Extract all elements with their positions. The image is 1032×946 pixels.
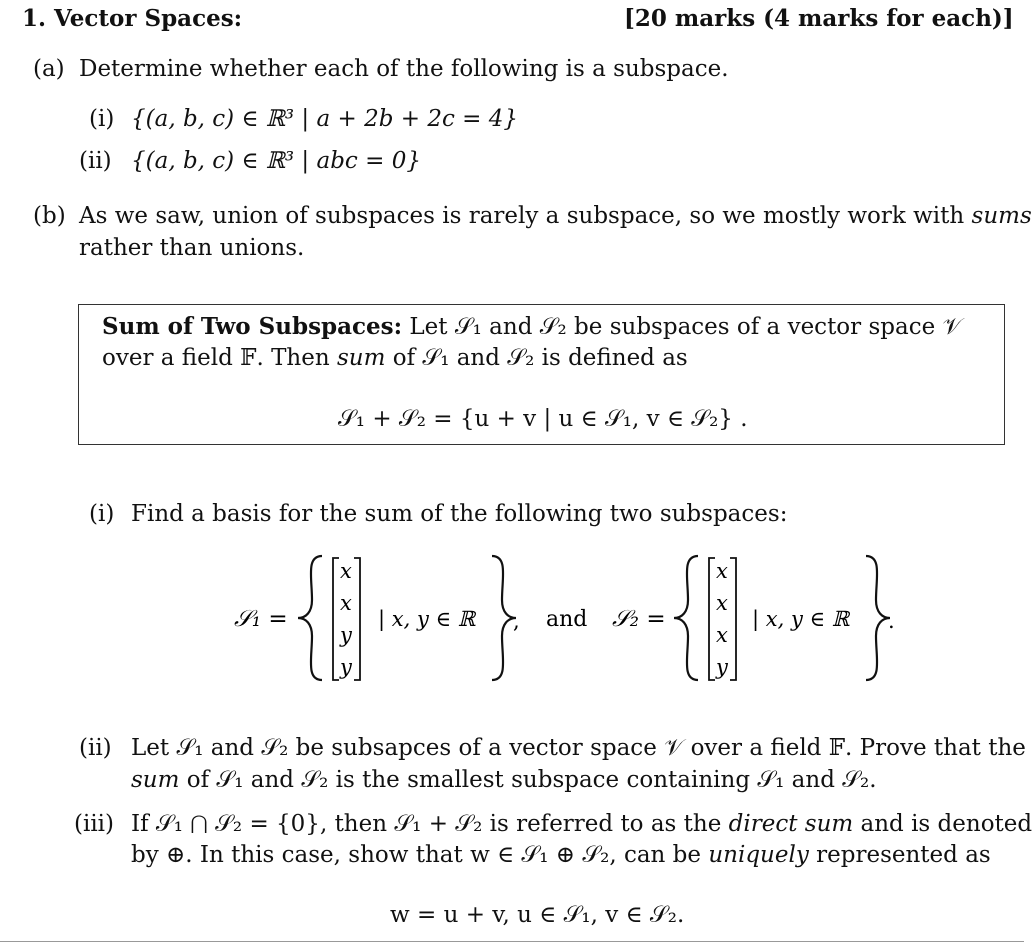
uniquely-word: uniquely [708, 842, 809, 868]
part-b-text-line2: rather than unions. [79, 235, 305, 261]
and-word: and [546, 607, 588, 632]
s1-vector-entry-4: y [340, 655, 352, 679]
subspace-equations [0, 548, 1024, 688]
s1-name: 𝒮₁ = [234, 606, 288, 632]
separator-comma: , [513, 609, 520, 633]
part-a-item-i-label: (i) [89, 106, 115, 132]
end-period: . [888, 609, 895, 633]
item-i-label: (i) [89, 501, 115, 527]
s2-vector-entry-3: x [716, 623, 728, 647]
item-ii-line2-rest: of 𝒮₁ and 𝒮₂ is the smallest subspace containing 𝒮₁ and 𝒮₂. [186, 767, 877, 793]
part-a-item-ii-set: {(a, b, c) ∈ ℝ³ | abc = 0} [131, 148, 421, 174]
s1-vector-right-bracket [354, 558, 360, 680]
item-iii-line1-a: If 𝒮₁ ⋂ 𝒮₂ = {0}, then 𝒮₁ + 𝒮₂ is referred to as the [131, 811, 722, 837]
definition-line1 [102, 312, 962, 342]
s2-right-brace [866, 556, 890, 680]
part-b-label: (b) [33, 203, 66, 229]
definition-title: Sum of Two Subspaces: [102, 313, 403, 340]
part-a-item-i-set: {(a, b, c) ∈ ℝ³ | a + 2b + 2c = 4} [131, 106, 519, 132]
item-iii-line2-b: represented as [816, 842, 991, 868]
part-a-label: (a) [33, 56, 65, 82]
part-b-text: As we saw, union of subspaces is rarely a subspace, so we mostly work with [79, 203, 965, 229]
representation-formula: w = u + v, u ∈ 𝒮₁, v ∈ 𝒮₂. [390, 902, 685, 928]
item-iii-line1 [131, 809, 1032, 839]
definition-formula: 𝒮₁ + 𝒮₂ = {u + v | u ∈ 𝒮₁, v ∈ 𝒮₂} . [338, 406, 748, 432]
s2-vector-right-bracket [730, 558, 736, 680]
s2-vector-entry-1: x [716, 559, 728, 583]
item-ii-line2 [131, 765, 877, 795]
s1-vector-entry-1: x [340, 559, 352, 583]
s1-vector-left-bracket [333, 558, 339, 680]
s2-condition: | x, y ∈ ℝ [752, 607, 850, 631]
definition-line2 [102, 343, 688, 373]
direct-sum-words: direct sum [728, 811, 854, 837]
s2-vector-entry-2: x [716, 591, 728, 615]
part-a-item-ii-label: (ii) [79, 148, 112, 174]
item-iii-line1-b: and is denoted [860, 811, 1032, 837]
s1-vector-entry-3: y [340, 623, 352, 647]
part-a-text: Determine whether each of the following is a subspace. [79, 56, 729, 82]
s1-left-brace [298, 556, 322, 680]
item-ii-label: (ii) [79, 735, 112, 761]
item-ii-line1: Let 𝒮₁ and 𝒮₂ be subsapces of a vector space 𝒱 over a field 𝔽. Prove that the [131, 735, 1026, 761]
item-i-text: Find a basis for the sum of the following two subspaces: [131, 501, 788, 527]
definition-text: Let 𝒮₁ and 𝒮₂ be subspaces of a vector space 𝒱 [409, 314, 962, 340]
bottom-rule [0, 941, 1024, 942]
s2-left-brace [674, 556, 698, 680]
definition-line2-b: of 𝒮₁ and 𝒮₂ is defined as [392, 345, 688, 371]
part-b-text-line1 [79, 201, 1032, 231]
s1-condition: | x, y ∈ ℝ [378, 607, 476, 631]
s2-name: 𝒮₂ = [612, 606, 666, 632]
question-title: 1. Vector Spaces: [22, 5, 243, 32]
sums-word: sums [971, 203, 1032, 229]
s2-vector-entry-4: y [716, 655, 728, 679]
s2-vector-left-bracket [709, 558, 715, 680]
item-iii-line2 [131, 840, 991, 870]
definition-line2-a: over a field 𝔽. Then [102, 345, 330, 371]
marks-label: [20 marks (4 marks for each)] [624, 5, 1014, 32]
item-iii-line2-a: by ⊕. In this case, show that w ∈ 𝒮₁ ⊕ 𝒮₂, can be [131, 842, 702, 868]
s1-vector-entry-2: x [340, 591, 352, 615]
definition-sum-word: sum [336, 345, 386, 371]
item-iii-label: (iii) [74, 811, 115, 837]
item-ii-sum-word: sum [131, 767, 180, 793]
